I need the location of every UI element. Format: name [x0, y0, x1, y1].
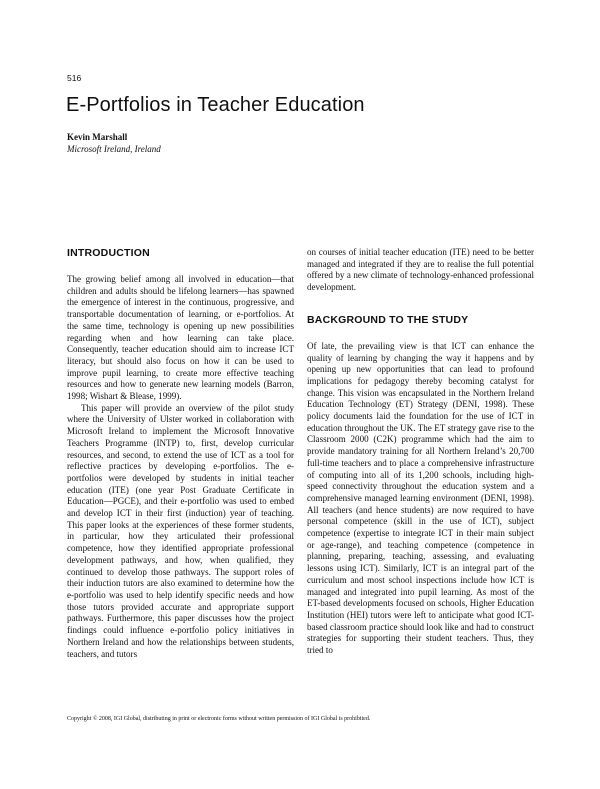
introduction-continuation: on courses of initial teacher education (ITE) need to be better managed and integrated if they are to realise the full potential offered by a new climate of technology-enhanced professional development. [307, 247, 534, 293]
introduction-heading: INTRODUCTION [67, 247, 150, 259]
right-column [307, 247, 534, 657]
left-column [67, 247, 294, 660]
page-number: 516 [67, 73, 82, 83]
article-title: E-Portfolios in Teacher Education [66, 94, 365, 116]
author-affiliation: Microsoft Ireland, Ireland [67, 144, 161, 154]
background-heading: BACKGROUND TO THE STUDY [307, 313, 469, 326]
introduction-paragraph-1: The growing belief among all involved in education—that children and adults should be lifelong learners—has spawned the emergence of interest in the continuous, progressive, and transportable documentation of learning, or e-portfolios. At the same time, technology is opening up new possibilities regarding when and how learning can take place. Consequently, teacher education should aim to increase ICT literacy, but should also focus on how it can be used to improve pupil learning, to create more effective teaching resources and how to generate new learning models (Barron, 1998; Wishart & Blease, 1999). [67, 274, 294, 402]
author-name: Kevin Marshall [67, 132, 128, 142]
copyright-footer: Copyright © 2008, IGI Global, distributing in print or electronic forms without written permission of IGI Global is prohibited. [67, 716, 371, 722]
introduction-paragraph-2: This paper will provide an overview of the pilot study where the University of Ulster worked in collaboration with Microsoft Ireland to implement the Microsoft Innovative Teachers Programme (INTP) to, first, develop curricular resources, and second, to extend the use of ICT as a tool for reflective practices by developing e-portfolios. The e-portfolios were developed by students in initial teacher education (ITE) (one year Post Graduate Certificate in Education—PGCE), and their e-portfolio was used to embed and develop ICT in their first (induction) year of teaching. This paper looks at the experiences of these former students, in particular, how they articulated their professional competence, how they identified appropriate professional development pathways, and how, when qualified, they continued to develop those pathways. The support roles of their induction tutors are also examined to determine how the e-portfolio was used to help identify specific needs and how those tutors provided accurate and appropriate support pathways. Furthermore, this paper discusses how the project findings could influence e-portfolio policy initiatives in Northern Ireland and how the relationships between students, teachers, and tutors [67, 402, 294, 659]
background-paragraph-1: Of late, the prevailing view is that ICT can enhance the quality of learning by changing the way it happens and by opening up new opportunities that can lead to profound implications for pedagogy thereby becoming catalyst for change. This vision was encapsulated in the Northern Ireland Education Technology (ET) Strategy (DENI, 1998). These policy documents laid the foundation for the use of ICT in education throughout the UK. The ET strategy gave rise to the Classroom 2000 (C2K) programme which had the aim to provide mandatory training for all Northern Ireland’s 20,700 full-time teachers and to place a comprehensive infrastructure of computing into all of its 1,200 schools, including high-speed connectivity throughout the education system and a comprehensive managed learning environment (DENI, 1998). All teachers (and hence students) are now required to have personal competence (skill in the use of ICT), subject competence (expertise to integrate ICT in their main subject or age-range), and teaching competence (competence in planning, preparing, teaching, assessing, and evaluating lessons using ICT). Similarly, ICT is an integral part of the curriculum and most school inspections include how ICT is managed and integrated into pupil learning. As most of the ET-based developments focused on schools, Higher Education Institution (HEI) tutors were left to anticipate what good ICT-based classroom practice should look like and had to construct strategies for supporting their student teachers. Thus, they tried to [307, 340, 534, 656]
